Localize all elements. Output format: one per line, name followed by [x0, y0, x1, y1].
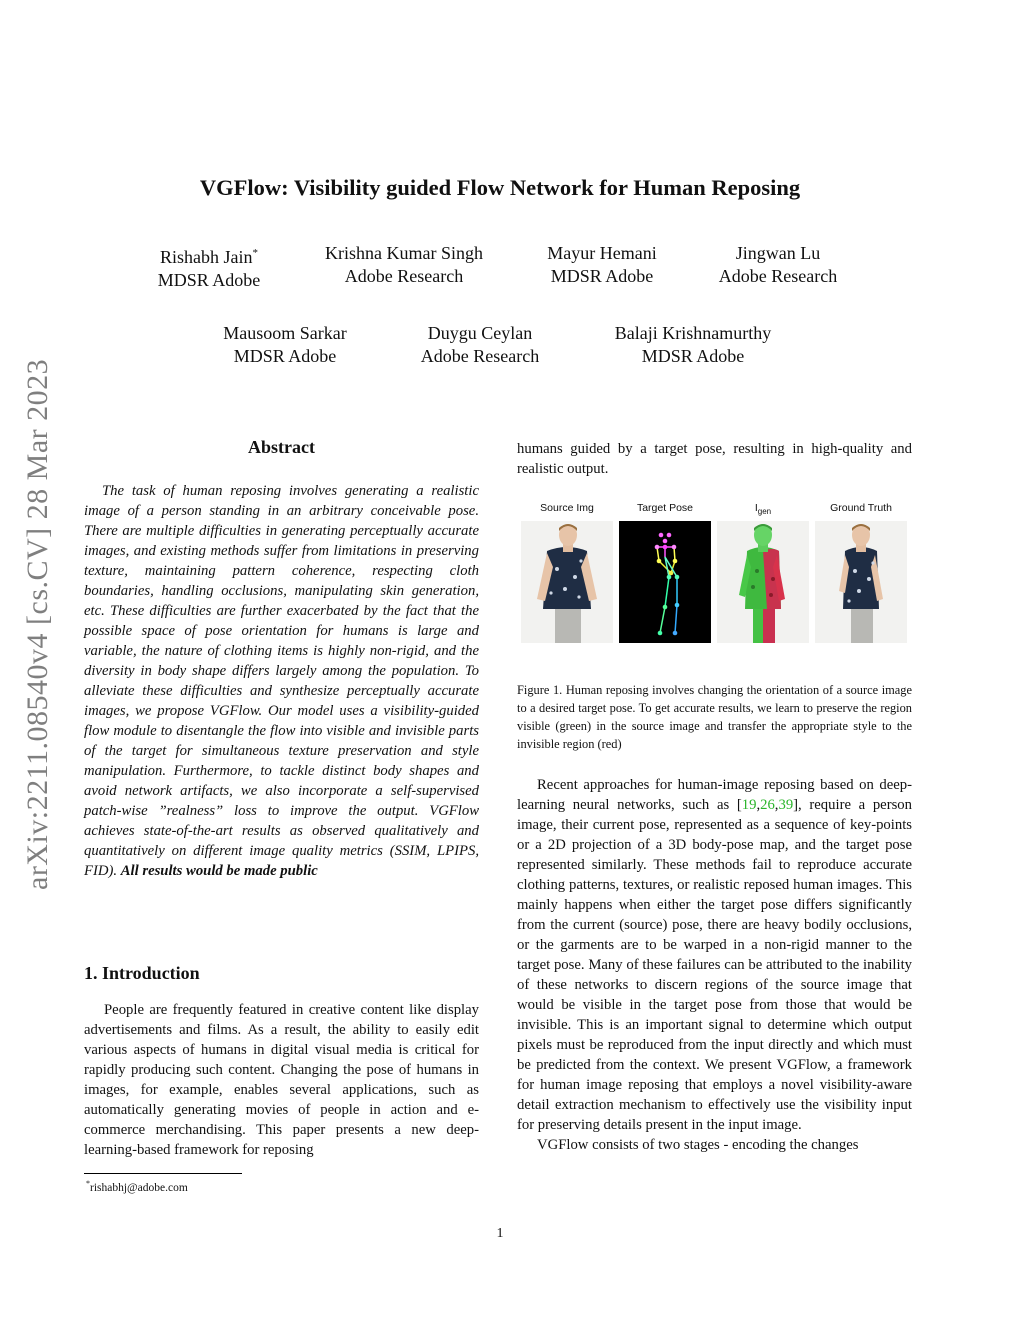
page-number: 1: [496, 1226, 504, 1241]
arxiv-identifier: arXiv:2211.08540v4 [cs.CV] 28 Mar 2023: [21, 358, 54, 890]
figure-label-source: Source Img: [540, 502, 594, 514]
right-column-continuation: [517, 439, 912, 479]
abstract-bold-tail: All results would be made public: [120, 863, 318, 879]
author-name: Balaji Krishnamurthy: [614, 323, 772, 343]
author-block: [304, 242, 504, 288]
author-block: [210, 322, 360, 368]
figure-ground-truth-image: [815, 521, 907, 643]
author-block: [405, 322, 555, 368]
author-affiliation: MDSR Adobe: [157, 270, 261, 290]
author-name: Mayur Hemani: [547, 243, 657, 263]
author-block: [532, 242, 672, 288]
author-block: [704, 242, 852, 288]
body-paragraph: VGFlow consists of two stages - encoding the changes: [537, 1137, 859, 1153]
footnote-divider: [84, 1173, 242, 1174]
paragraph-text: Recent approaches for human-image reposing based on deep-learning neural networks, such as [: [517, 777, 912, 813]
abstract-text: The task of human reposing involves generating a realistic image of a person standing in an arbitrary conceivable pose. There are multiple difficulties in generating perceptually accurate images, and existing methods suffer from limitations in preserving texture, maintaining pattern coherence, respecting cloth boundaries, handling occlusions, manipulating skin generation, etc. These difficulties are further exacerbated by the fact that the possible space of pose orientation for humans is large and variable, the nature of clothing items is highly non-rigid, and the diversity in body shape differs largely among the population. To alleviate these difficulties and synthesize perceptually accurate images, we propose VGFlow. Our model uses a visibility-guided flow module to disentangle the flow into visible and invisible parts of the target for simultaneous texture preservation and style manipulation. Furthermore, to tackle distinct body shapes and avoid network artifacts, we also incorporate a self-supervised patch-wise ”realness” loss to improve the output. VGFlow achieves state-of-the-art results as observed qualitatively and quantitatively on different image quality metrics (SSIM, LPIPS, FID).: [84, 483, 479, 879]
footnote-mark: *: [252, 247, 258, 259]
figure-source-image: [521, 521, 613, 643]
author-block: [150, 242, 268, 292]
footnote-email: rishabhj@adobe.com: [90, 1181, 188, 1194]
author-affiliation: MDSR Adobe: [641, 346, 745, 366]
author-name: Krishna Kumar Singh: [325, 243, 483, 263]
paper-title: VGFlow: Visibility guided Flow Network for Human Reposing: [199, 175, 801, 200]
author-name: Duygu Ceylan: [427, 323, 533, 343]
figure-label-ground-truth: Ground Truth: [830, 502, 892, 514]
author-affiliation: Adobe Research: [344, 266, 464, 286]
author-name: Mausoom Sarkar: [223, 323, 347, 343]
body-paragraph: Recent approaches for human-image reposing based on deep-learning neural networks, such as [19,26,39], require a person image, their current pose, represented as a sequence of key-points or a 2D projection of a 3D body-pose map, and the target pose represented similarly. These methods fail to reproduce accurate clothing patterns, textures, or realistic reposed human images. This mainly happens when either the target pose differs significantly from the current (source) pose, there are heavy bodily occlusions, or the garments are to be warped in a non-rigid manner to the target pose. Many of these failures can be attributed to the inability of these networks to discern regions of the source image that would be visible in the target pose from those that would be invisible. This is an important signal to determine which output pixels must be reproduced from the input directly and which must be predicted from the context. We present VGFlow, a framework for human image reposing that employs a novel visibility-aware detail extraction mechanism to effectively use the visibility input for preserving details present in the input image.: [517, 777, 912, 1133]
author-affiliation: Adobe Research: [420, 346, 540, 366]
footnote: [86, 1179, 188, 1194]
figure-label-generated: [717, 502, 809, 516]
author-name: Rishabh Jain: [160, 247, 253, 267]
abstract-heading: Abstract: [248, 437, 315, 457]
continuation-paragraph: humans guided by a target pose, resulting in high-quality and realistic output.: [517, 441, 912, 477]
figure-label-generated-i: I: [754, 502, 758, 514]
introduction-heading: 1. Introduction: [84, 963, 200, 983]
figure-label-target-pose: Target Pose: [636, 502, 694, 514]
author-name: Jingwan Lu: [735, 243, 821, 263]
right-column-body: [517, 775, 912, 1155]
author-affiliation: MDSR Adobe: [233, 346, 337, 366]
figure-generated-image: [717, 521, 809, 643]
paragraph-text: ], require a person image, their current pose, represented as a sequence of key-points or a 2D projection of a 3D body-pose map, and the target pose represented similarly. These methods fail to reproduce accurate clothing patterns, textures, or realistic reposed human images. This mainly happens when either the target pose differs significantly from the current (source) pose, there are heavy bodily occlusions, or the garments are to be warped in a non-rigid manner to the target pose. Many of these failures can be attributed to the inability of these networks to discern regions of the source image that would be visible in the target pose from those that would be invisible. This is an important signal to determine which output pixels must be reproduced from the input directly and which must be predicted from the context. We present VGFlow, a framework for human image reposing that employs a novel visibility-aware detail extraction mechanism to effectively use the visibility input for preserving details present in the input image.: [517, 797, 912, 1133]
figure-label-generated-sub: gen: [757, 507, 772, 517]
footnote-mark: *: [86, 1179, 90, 1188]
introduction-body: [84, 1000, 479, 1160]
author-affiliation: Adobe Research: [718, 266, 838, 286]
figure-caption: Figure 1. Human reposing involves changing the orientation of a source image to a desired target pose. To get accurate results, we learn to preserve the region visible (green) in the source image and transfer the appropriate style to the invisible region (red): [517, 683, 912, 751]
author-affiliation: MDSR Adobe: [550, 266, 654, 286]
citation-link[interactable]: 26: [760, 797, 775, 813]
citation-link[interactable]: 19: [741, 797, 757, 813]
figure-target-pose: [619, 521, 711, 643]
citation-link[interactable]: 39: [778, 797, 794, 813]
introduction-paragraph: People are frequently featured in creative content like display advertisements and films. As a result, the ability to easily edit various aspects of humans in digital visual media is critical for rapidly producing such content. Changing the pose of humans in images, for example, enables several applications, such as automatically generating movies of people in action and e-commerce merchandising. This paper presents a new deep-learning-based framework for reposing: [84, 1002, 479, 1158]
author-block: [598, 322, 788, 368]
abstract-body: [84, 481, 479, 881]
